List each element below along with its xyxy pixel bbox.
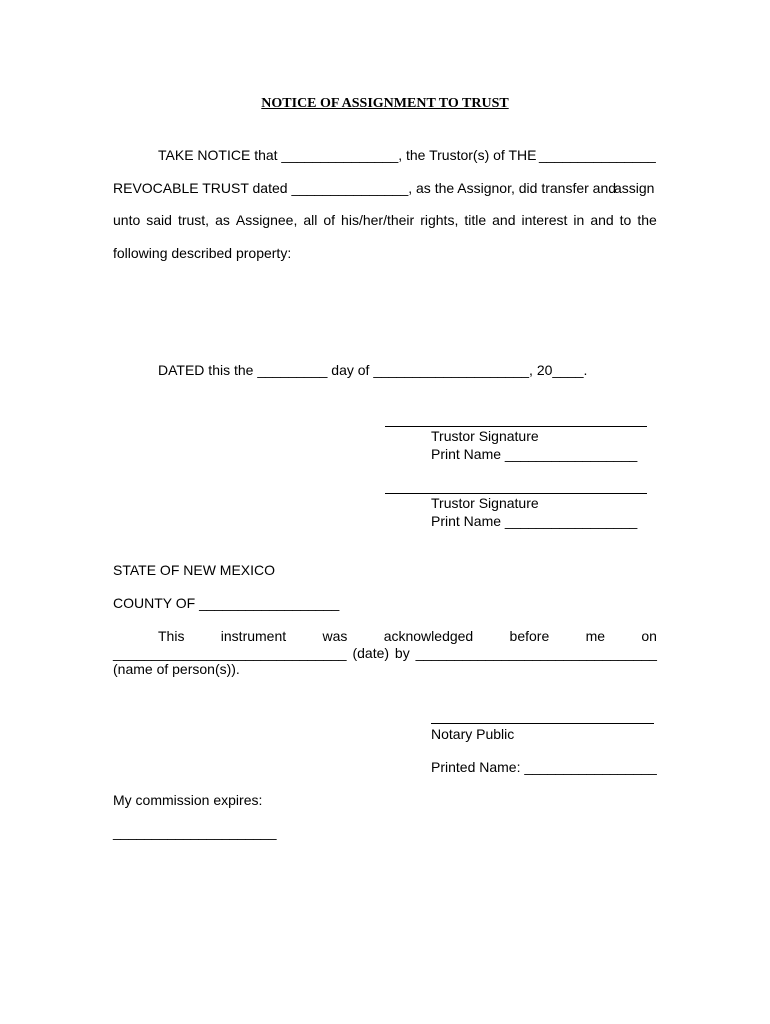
ack_words-word: was xyxy=(322,628,348,644)
signature-label-2: Trustor Signature xyxy=(431,495,539,511)
para1-line1-blank: _______________ xyxy=(539,147,656,163)
document-title: NOTICE OF ASSIGNMENT TO TRUST xyxy=(261,96,509,111)
para1-line4: following described property: xyxy=(113,245,292,261)
para1-line3-word: interest xyxy=(521,212,568,228)
state-line: STATE OF NEW MEXICO xyxy=(113,562,276,578)
para1-line2: REVOCABLE TRUST dated _______________, as the Assignor, did transfer and xyxy=(113,180,617,196)
ack_words-word: instrument xyxy=(220,628,287,644)
para1-line3-word: all xyxy=(303,212,318,228)
notary-signature-line xyxy=(431,723,654,724)
para1-line3-word: and xyxy=(590,212,614,228)
ack-line-3: (name of person(s)). xyxy=(113,661,240,677)
para1-line3-word: in xyxy=(573,212,585,228)
para1-line3 xyxy=(113,212,657,229)
ack-line-1 xyxy=(158,628,657,645)
commission-blank: _____________________ xyxy=(113,824,277,840)
para1-line3-word: to xyxy=(619,212,632,228)
para1-line3-word: trust, xyxy=(177,212,210,228)
ack_line2-word: (date) xyxy=(352,645,390,661)
signature-line-2 xyxy=(385,493,647,494)
print-name-2: Print Name _________________ xyxy=(431,513,638,529)
para1-line2-end: assign xyxy=(614,180,655,196)
para1-line3-word: the xyxy=(637,212,657,228)
para1-line3-word: unto xyxy=(113,212,141,228)
county-line: COUNTY OF __________________ xyxy=(113,595,340,611)
ack_words-word: on xyxy=(641,628,657,644)
signature-line-1 xyxy=(385,426,647,427)
print-name-1: Print Name _________________ xyxy=(431,446,638,462)
para1-line3-word: title xyxy=(464,212,487,228)
para1-line3-word: and xyxy=(492,212,516,228)
notary-label: Notary Public xyxy=(431,726,515,742)
para1-line3-word: of xyxy=(323,212,336,228)
ack_line2-word: _______________________________ xyxy=(415,645,657,661)
para1-line3-word: said xyxy=(146,212,172,228)
ack_words-word: This xyxy=(158,628,185,644)
ack_words-word: acknowledged xyxy=(383,628,474,644)
signature-label-1: Trustor Signature xyxy=(431,428,539,444)
ack-line-2 xyxy=(113,645,657,662)
commission-label: My commission expires: xyxy=(113,792,263,808)
ack_words-word: me xyxy=(585,628,606,644)
para1-line3-word: Assignee, xyxy=(235,212,298,228)
ack_words-word: before xyxy=(509,628,550,644)
para1-line1: TAKE NOTICE that _______________, the Trustor(s) of THE xyxy=(158,147,537,163)
ack_line2-word: ______________________________ xyxy=(113,645,347,661)
ack_line2-word: by xyxy=(394,645,410,661)
para1-line3-word: as xyxy=(215,212,230,228)
para1-line3-word: rights, xyxy=(420,212,459,228)
notary-printed-name: Printed Name: _________________ xyxy=(431,759,657,775)
dated-line: DATED this the _________ day of ____________________, 20____. xyxy=(158,362,588,378)
para1-line3-word: his/her/their xyxy=(341,212,415,228)
